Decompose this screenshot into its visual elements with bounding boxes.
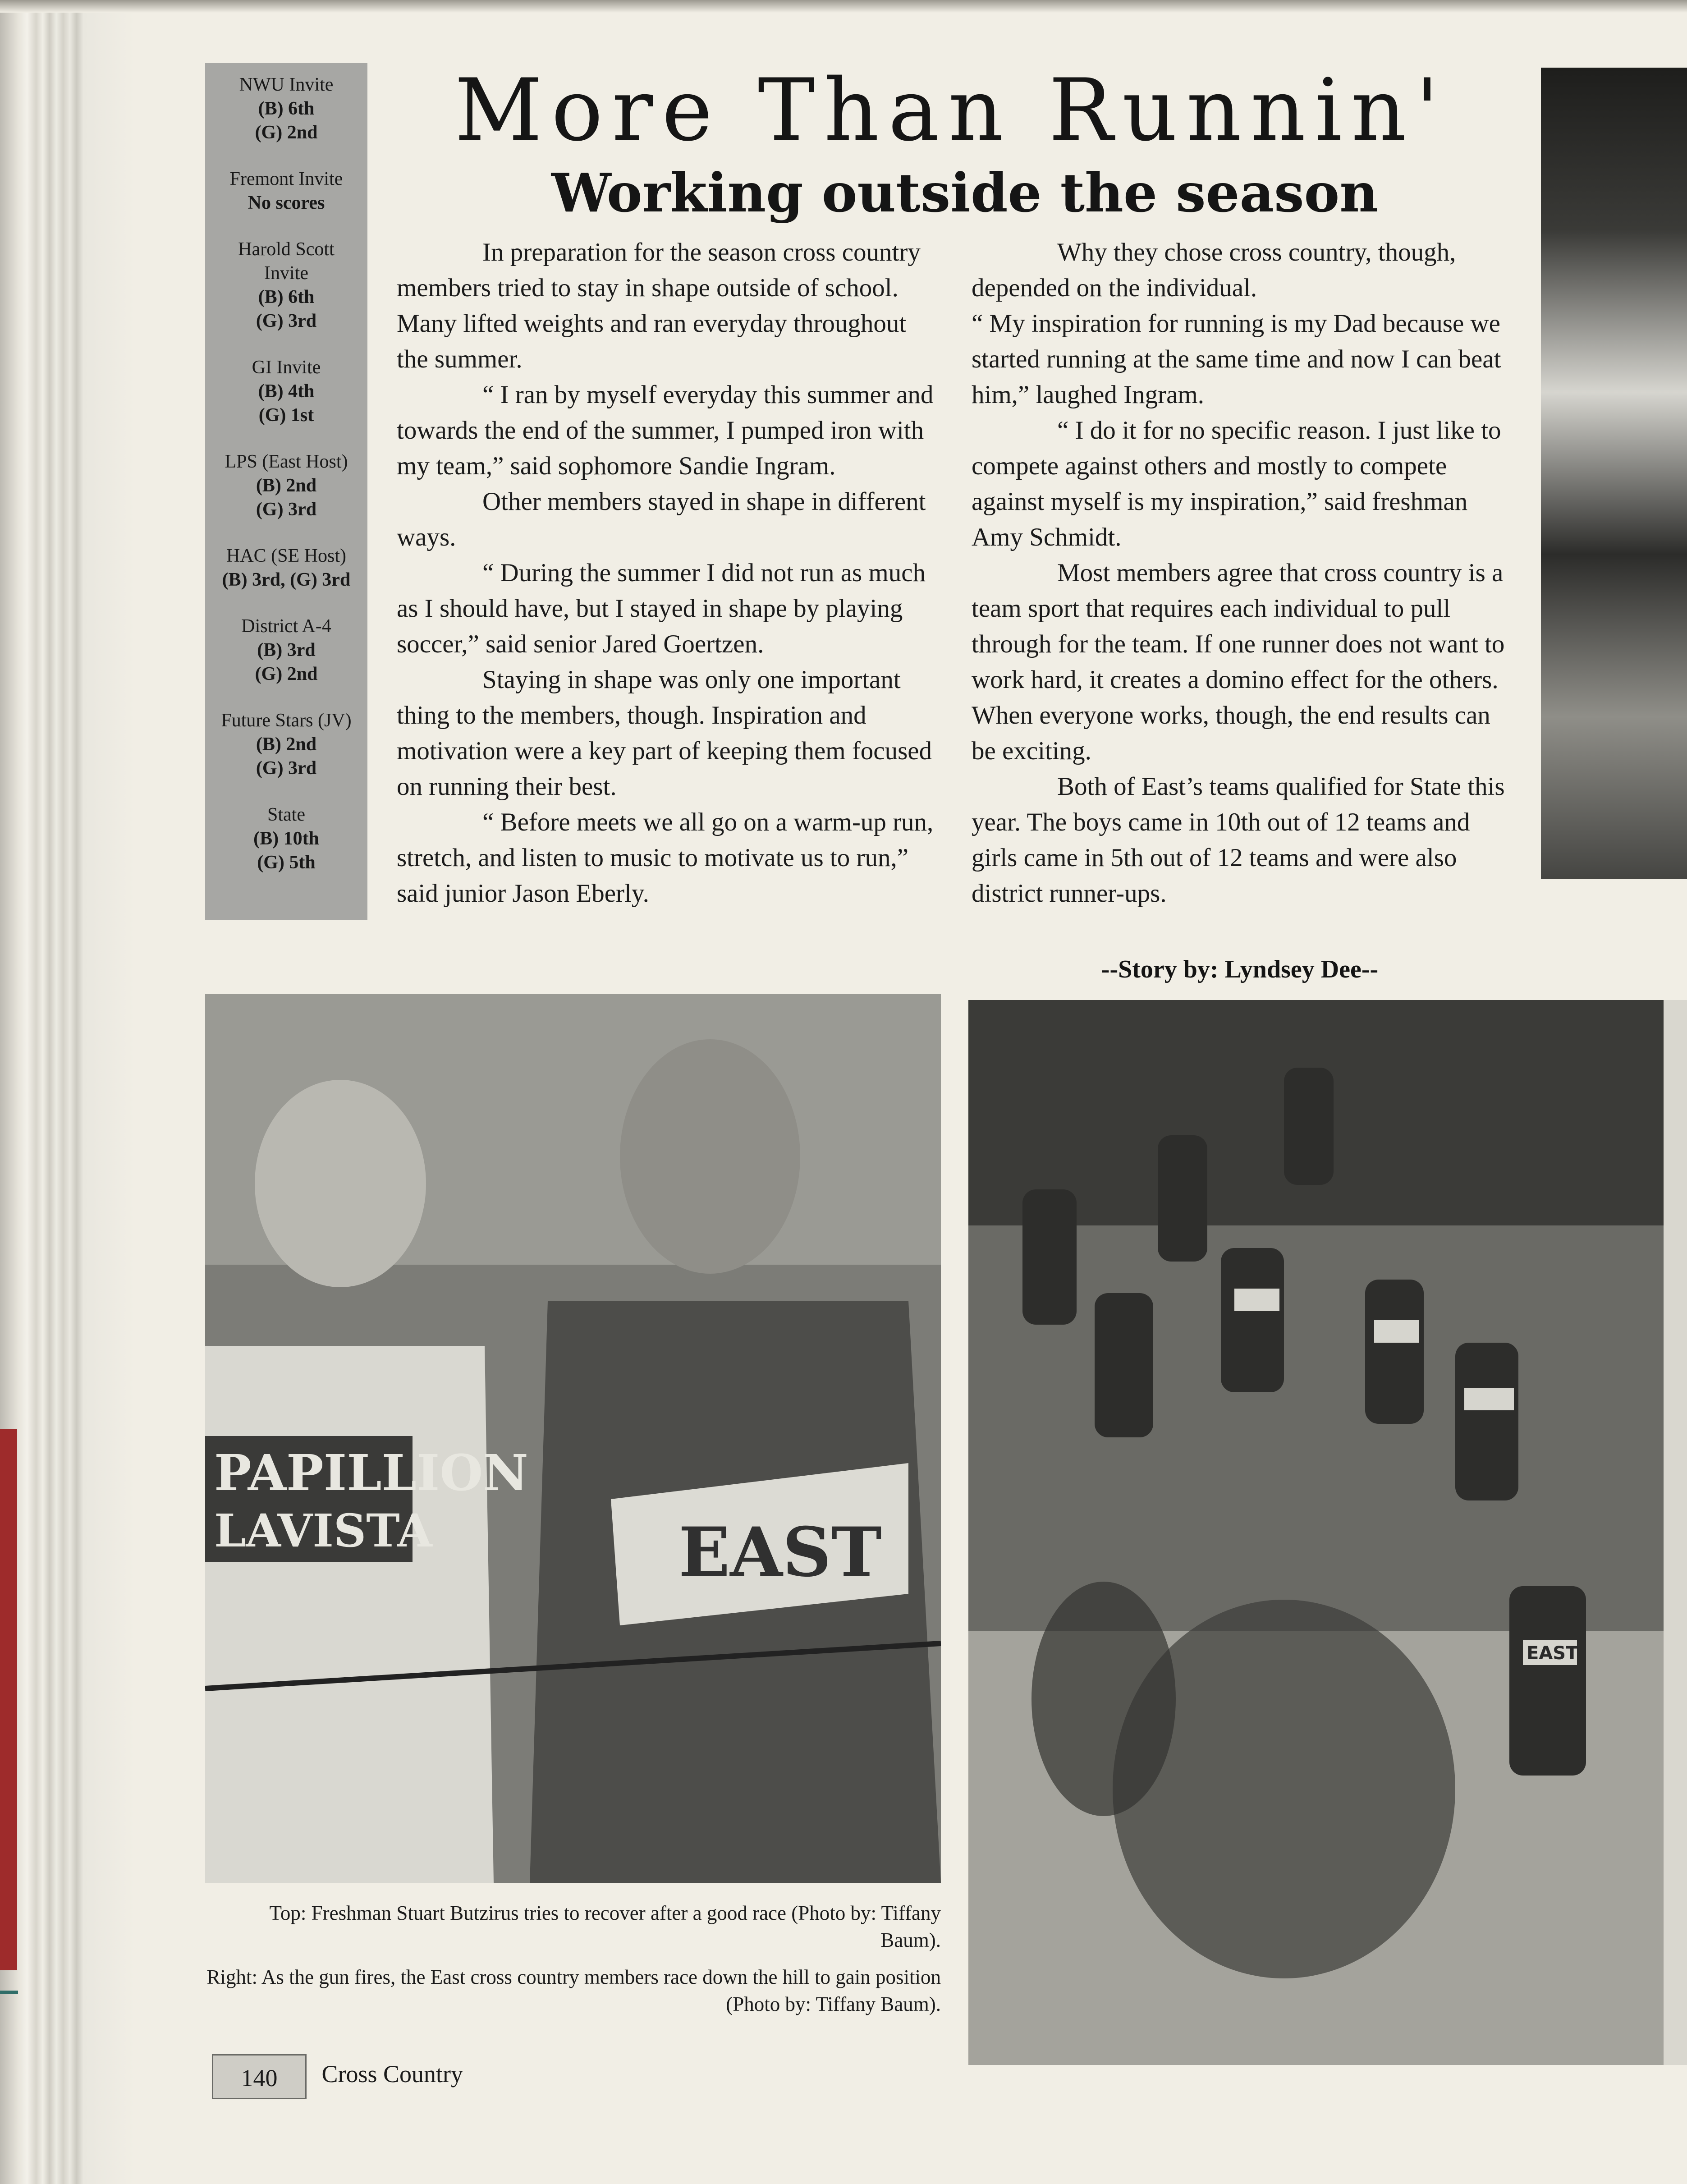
result-line: (G) 1st [258, 405, 314, 426]
result-event: GI Invite [252, 357, 321, 378]
story-column-left [397, 234, 938, 911]
result-event: District A-4 [241, 616, 331, 637]
result-block [205, 709, 367, 780]
result-line: (B) 2nd [256, 475, 317, 496]
story-paragraph: “ My inspiration for running is my Dad because we started running at the same time and now I can beat him,” laughed Ingram. [972, 309, 1501, 409]
story-paragraph: Staying in shape was only one important thing to the members, though. Inspiration and motivation were a key part of keeping them focused on running their best. [397, 665, 932, 801]
story-paragraph: Most members agree that cross country is a team sport that requires each individual to pull through for the team. If one runner does not want to work hard, it creates a domino effect for the others. When everyone works, though, the end results can be exciting. [972, 559, 1505, 765]
photo-caption-right: Right: As the gun fires, the East cross country members race down the hill to gain position (Photo by: Tiffany Baum). [206, 1966, 941, 2015]
section-name: Cross Country [321, 2060, 463, 2088]
page-folio [212, 2049, 518, 2099]
result-line: (G) 3rd [256, 499, 317, 520]
result-block [205, 450, 367, 522]
bib-text: EAST [1527, 1643, 1578, 1664]
binding-red-stripe [0, 1429, 17, 1970]
page-subtitle: Working outside the season [551, 161, 1378, 224]
story-paragraph: Why they chose cross country, though, depended on the individual. [972, 238, 1456, 302]
runners-race-illustration [968, 1000, 1687, 2065]
runners-closeup-illustration [205, 994, 941, 1883]
edge-photo-strip [1541, 68, 1687, 879]
result-event: LPS (East Host) [225, 451, 348, 472]
left-jersey-line1: PAPILLION [214, 1444, 528, 1502]
page-number: 140 [212, 2054, 307, 2099]
story-column-right [972, 234, 1513, 911]
photo-runners-closeup [205, 994, 941, 1883]
results-sidebar [205, 63, 367, 920]
result-line: (B) 10th [253, 828, 319, 849]
story-paragraph: “ During the summer I did not run as much as I should have, but I stayed in shape by playing soccer,” said senior Jared Goertzen. [397, 559, 926, 658]
result-block [205, 73, 367, 145]
result-line: (B) 3rd [257, 640, 316, 661]
story-paragraph: “ I do it for no specific reason. I just like to compete against others and mostly to compete against myself is my inspiration,” said freshman Amy Schmidt. [972, 416, 1501, 551]
story-paragraph: “ Before meets we all go on a warm-up run, stretch, and listen to music to motivate us to run,” said junior Jason Eberly. [397, 808, 934, 908]
result-block [205, 803, 367, 875]
result-line: (G) 3rd [256, 758, 317, 779]
result-line: (G) 3rd [256, 311, 317, 331]
result-event: State [267, 804, 305, 825]
right-edge-strip [1664, 1000, 1687, 2065]
result-line: (B) 4th [258, 381, 315, 402]
right-jersey-text: EAST [678, 1513, 882, 1592]
story-paragraph: Both of East’s teams qualified for State this year. The boys came in 10th out of 12 teams and girls came in 5th out of 12 teams and were also district runner-ups. [972, 772, 1505, 908]
page-title: More Than Runnin' [454, 60, 1448, 160]
result-line: (B) 6th [258, 287, 315, 307]
result-line: No scores [248, 193, 325, 213]
result-line: (G) 2nd [255, 122, 318, 143]
result-event: Harold Scott Invite [238, 239, 335, 284]
page-top-shadow [0, 0, 1687, 13]
result-event: Fremont Invite [229, 169, 343, 189]
result-event: NWU Invite [239, 74, 334, 95]
result-line: (G) 2nd [255, 664, 318, 684]
result-event: HAC (SE Host) [226, 546, 346, 566]
result-block [205, 356, 367, 427]
binding-teal-mark [0, 1991, 18, 1994]
result-line: (B) 6th [258, 98, 315, 119]
left-jersey-line2: LAVISTA [214, 1504, 432, 1557]
photo-runners-race [968, 1000, 1687, 2065]
story-paragraph: “ I ran by myself everyday this summer and towards the end of the summer, I pumped iron with my team,” said sophomore Sandie Ingram. [397, 381, 934, 480]
story-paragraph: Other members stayed in shape in different ways. [397, 487, 926, 551]
result-block [205, 238, 367, 333]
result-event: Future Stars (JV) [221, 710, 352, 731]
photo-caption-top: Top: Freshman Stuart Butzirus tries to recover after a good race (Photo by: Tiffany Baum). [269, 1902, 941, 1951]
result-block [205, 544, 367, 592]
result-block [205, 615, 367, 686]
story-byline: --Story by: Lyndsey Dee-- [1101, 955, 1379, 983]
result-line: (B) 3rd, (G) 3rd [222, 569, 351, 590]
result-line: (G) 5th [257, 852, 316, 873]
result-block [205, 167, 367, 215]
book-binding-edge [0, 0, 135, 2184]
result-line: (B) 2nd [256, 734, 317, 755]
story-paragraph: In preparation for the season cross country members tried to stay in shape outside of school. Many lifted weights and ran everyday throughout the summer. [397, 238, 921, 373]
